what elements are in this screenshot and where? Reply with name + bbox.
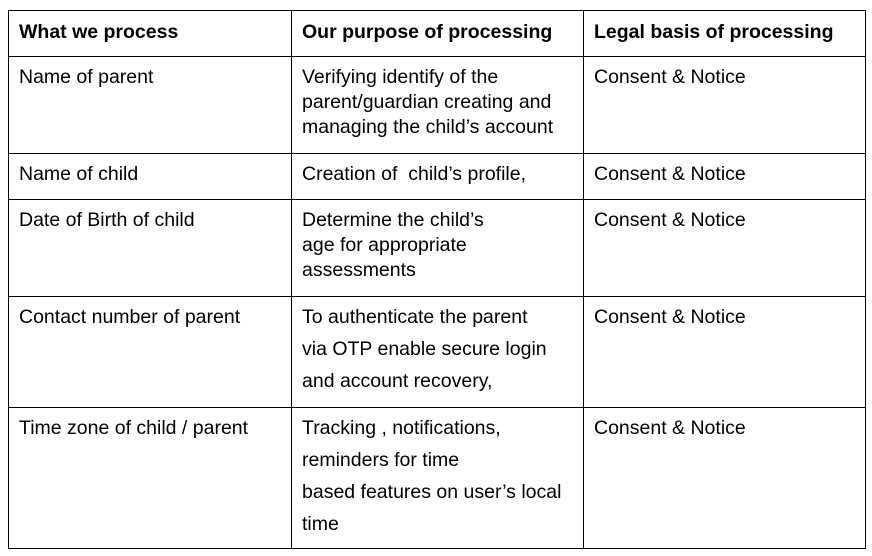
cell-what: Date of Birth of child: [9, 200, 292, 297]
cell-basis: Consent & Notice: [584, 408, 866, 549]
cell-what: Contact number of parent: [9, 297, 292, 408]
processing-table: [8, 10, 866, 549]
purpose-line: To authenticate the parent: [302, 306, 528, 328]
purpose-line: Determine the child’s: [302, 209, 484, 231]
purpose-line: age for appropriate: [302, 234, 467, 256]
header-what-we-process: What we process: [9, 11, 292, 57]
cell-basis: Consent & Notice: [584, 154, 866, 200]
table-row: [9, 57, 866, 154]
purpose-line: Tracking , notifications,: [302, 417, 501, 439]
cell-basis: Consent & Notice: [584, 200, 866, 297]
purpose-line: time: [302, 513, 339, 535]
purpose-line: parent/guardian creating and: [302, 91, 552, 113]
purpose-line: via OTP enable secure login: [302, 338, 547, 360]
cell-purpose: [292, 154, 584, 200]
table-header-row: [9, 11, 866, 57]
table-row: [9, 297, 866, 408]
table-row: [9, 200, 866, 297]
cell-purpose: [292, 200, 584, 297]
header-purpose: Our purpose of processing: [292, 11, 584, 57]
purpose-line: managing the child’s account: [302, 116, 554, 138]
cell-what: Name of parent: [9, 57, 292, 154]
cell-what: Name of child: [9, 154, 292, 200]
purpose-line: Creation of child’s profile,: [302, 163, 527, 185]
purpose-line: assessments: [302, 259, 416, 281]
cell-purpose: [292, 408, 584, 549]
purpose-line: reminders for time: [302, 449, 460, 471]
table-row: [9, 154, 866, 200]
purpose-line: and account recovery,: [302, 370, 493, 392]
purpose-line: Verifying identify of the: [302, 66, 499, 88]
header-legal-basis: Legal basis of processing: [584, 11, 866, 57]
cell-purpose: [292, 57, 584, 154]
cell-what: Time zone of child / parent: [9, 408, 292, 549]
purpose-line: based features on user’s local: [302, 481, 562, 503]
cell-basis: Consent & Notice: [584, 297, 866, 408]
table-row: [9, 408, 866, 549]
cell-basis: Consent & Notice: [584, 57, 866, 154]
cell-purpose: [292, 297, 584, 408]
